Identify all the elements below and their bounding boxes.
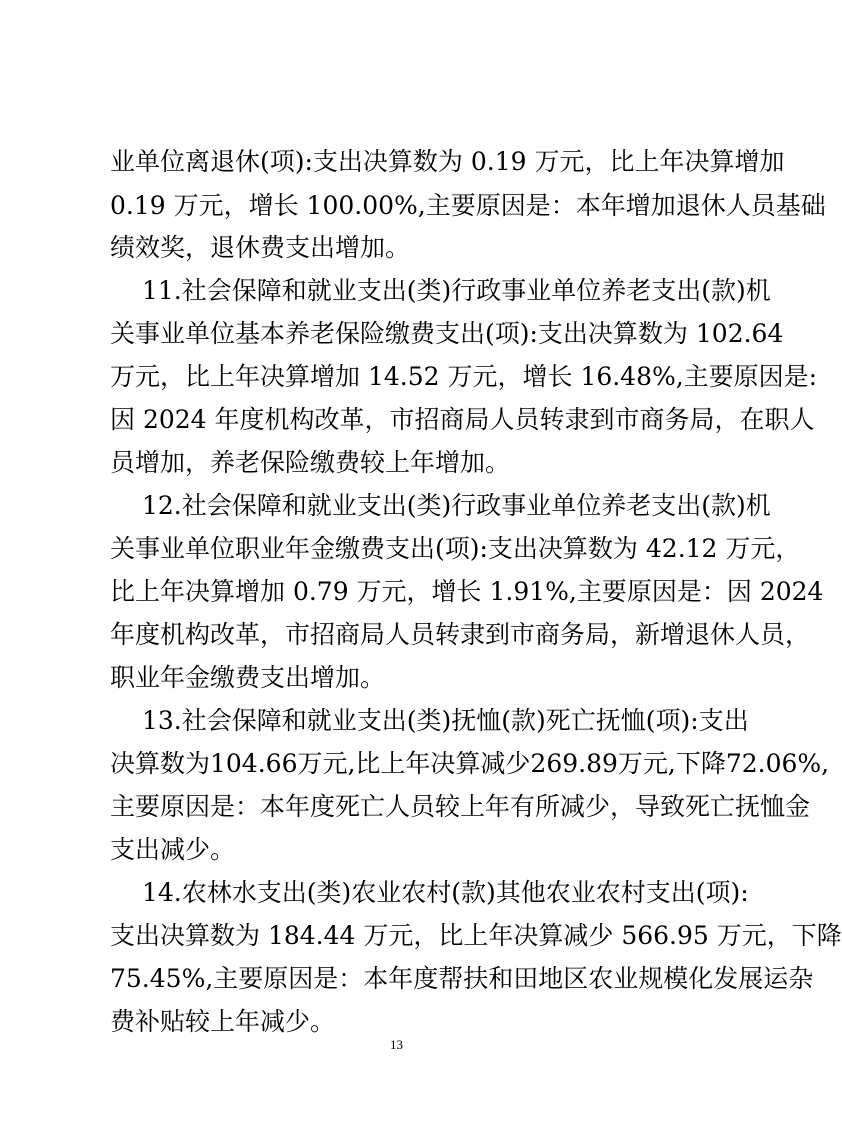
paragraph-13-line-1: 13.社会保障和就业支出(类)抚恤(款)死亡抚恤(项):支出 — [142, 706, 749, 735]
paragraph-12-line-5: 职业年金缴费支出增加。 — [110, 663, 386, 692]
paragraph-12-line-1: 12.社会保障和就业支出(类)行政事业单位养老支出(款)机 — [142, 491, 771, 520]
paragraph-11-line-5: 员增加，养老保险缴费较上年增加。 — [110, 448, 511, 477]
paragraph-14-line-3: 75.45%,主要原因是：本年度帮扶和田地区农业规模化发展运杂 — [110, 964, 814, 993]
paragraph-1-line-1: 业单位离退休(项):支出决算数为 0.19 万元，比上年决算增加 — [110, 147, 785, 176]
paragraph-14-line-4: 费补贴较上年减少。 — [110, 1007, 336, 1036]
paragraph-1-line-3: 绩效奖，退休费支出增加。 — [110, 233, 411, 262]
paragraph-14-line-2: 支出决算数为 184.44 万元，比上年决算减少 566.95 万元，下降 — [110, 921, 842, 950]
paragraph-12-line-4: 年度机构改革，市招商局人员转隶到市商务局，新增退休人员， — [110, 620, 811, 649]
page-number: 13 — [390, 1037, 403, 1052]
paragraph-12-line-2: 关事业单位职业年金缴费支出(项):支出决算数为 42.12 万元， — [110, 534, 801, 563]
paragraph-11-line-2: 关事业单位基本养老保险缴费支出(项):支出决算数为 102.64 — [110, 319, 784, 348]
paragraph-11-line-3: 万元，比上年决算增加 14.52 万元，增长 16.48%,主要原因是: — [110, 362, 818, 391]
paragraph-11-line-1: 11.社会保障和就业支出(类)行政事业单位养老支出(款)机 — [142, 276, 771, 305]
paragraph-13-line-3: 主要原因是：本年度死亡人员较上年有所减少，导致死亡抚恤金 — [110, 792, 811, 821]
paragraph-12-line-3: 比上年决算增加 0.79 万元，增长 1.91%,主要原因是：因 2024 — [110, 577, 824, 606]
paragraph-13-line-2: 决算数为104.66万元,比上年决算减少269.89万元,下降72.06%, — [110, 749, 830, 778]
paragraph-1-line-2: 0.19 万元，增长 100.00%,主要原因是：本年增加退休人员基础 — [110, 191, 826, 220]
paragraph-11-line-4: 因 2024 年度机构改革，市招商局人员转隶到市商务局，在职人 — [110, 405, 815, 434]
paragraph-13-line-4: 支出减少。 — [110, 835, 236, 864]
paragraph-14-line-1: 14.农林水支出(类)农业农村(款)其他农业农村支出(项): — [142, 878, 749, 907]
